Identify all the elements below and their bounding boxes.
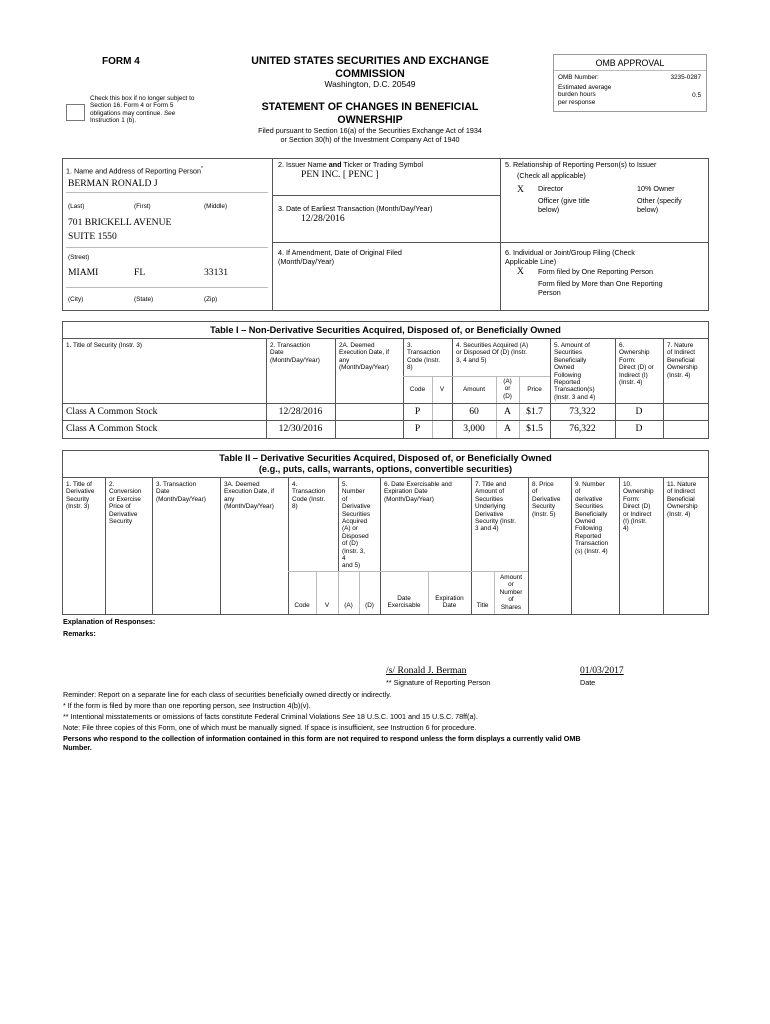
t2-sub-amount: Amount or Number of Shares bbox=[499, 574, 523, 611]
zip-value: 33131 bbox=[204, 267, 228, 278]
table1-title: Table I – Non-Derivative Securities Acquired, Disposed of, or Beneficially Owned bbox=[210, 325, 561, 335]
box2-label: 2. Issuer Name and Ticker or Trading Symbol bbox=[278, 160, 424, 169]
t1-sub-aod: (A) or (D) bbox=[503, 378, 512, 400]
t1-sub-amount: Amount bbox=[462, 386, 486, 393]
reminder-note: Reminder: Report on a separate line for each class of securities beneficially owned directly or indirectly. bbox=[63, 690, 392, 699]
director-label: Director bbox=[538, 184, 564, 193]
multiple-persons-note: * If the form is filed by more than one reporting person, see Instruction 4(b)(v). bbox=[63, 701, 311, 710]
t2-c1: 1. Title of Derivative Security (Instr. 3) bbox=[66, 481, 95, 511]
box5-label: 5. Relationship of Reporting Person(s) to Issuer (Check all applicable) bbox=[505, 160, 657, 180]
t2-sub-a: (A) bbox=[344, 602, 353, 609]
officer-label: Officer (give title below) bbox=[538, 196, 590, 214]
t1-h6: 6. Ownership Form: Direct (D) or Indirect (I) (Instr. 4) bbox=[619, 342, 654, 387]
t2-c8: 8. Price of Derivative Security (Instr. 5) bbox=[532, 481, 561, 518]
omb-number-value: 3235-0287 bbox=[670, 74, 701, 81]
t1-row2-aod: A bbox=[504, 423, 511, 434]
t2-c9: 9. Number of derivative Securities Beneficially Owned Following Reported Transaction (s) (Instr. 4) bbox=[575, 481, 609, 555]
checkbox-instructions: Check this box if no longer subject to Section 16. Form 4 or Form 5 obligations may continue. See Instruction 1 (b). bbox=[90, 95, 195, 125]
t1-h2a: 2A. Deemed Execution Date, if any (Month/Day/Year) bbox=[339, 342, 390, 372]
misstatements-note: ** Intentional misstatements or omissions of facts constitute Federal Criminal Violations See 18 U.S.C. 1001 and 15 U.S.C. 78ff(a). bbox=[63, 712, 478, 721]
t1-row1-aod: A bbox=[504, 406, 511, 417]
t2-sub-code: Code bbox=[294, 602, 310, 609]
t1-sub-v: V bbox=[439, 386, 445, 393]
statement-title: STATEMENT OF CHANGES IN BENEFICIAL OWNERSHIP bbox=[261, 101, 479, 126]
date-label: Date bbox=[580, 678, 596, 687]
t1-h2: 2. Transaction Date (Month/Day/Year) bbox=[270, 342, 320, 364]
t1-row1-title: Class A Common Stock bbox=[66, 406, 158, 417]
t1-row2-title: Class A Common Stock bbox=[66, 423, 158, 434]
t2-c4: 4. Transaction Code (Instr. 8) bbox=[292, 481, 326, 511]
box3-label: 3. Date of Earliest Transaction (Month/Day/Year) bbox=[278, 204, 433, 213]
t1-row1-date: 12/28/2016 bbox=[278, 406, 323, 417]
agency-title: UNITED STATES SECURITIES AND EXCHANGE COMMISSION bbox=[251, 55, 489, 80]
middle-label: (Middle) bbox=[204, 203, 228, 210]
t1-row1-code: P bbox=[414, 406, 421, 417]
other-label: Other (specify below) bbox=[637, 196, 682, 214]
t2-c11: 11. Nature of Indirect Beneficial Ownership (Instr. 4) bbox=[667, 481, 698, 518]
t1-row2-owned: 76,322 bbox=[569, 423, 596, 434]
no-longer-subject-checkbox[interactable] bbox=[66, 104, 85, 121]
t1-row2-amount: 3,000 bbox=[463, 423, 485, 434]
t1-row1-form: D bbox=[635, 406, 643, 417]
more-persons-label: Form filed by More than One Reporting Person bbox=[538, 279, 663, 297]
t1-sub-price: Price bbox=[527, 386, 542, 393]
box4-label: 4. If Amendment, Date of Original Filed (Month/Day/Year) bbox=[278, 248, 402, 266]
t2-c5: 5. Number of Derivative Securities Acquired (A) or Disposed of (D) (Instr. 3, 4 and 5) bbox=[342, 481, 371, 570]
last-label: (Last) bbox=[68, 203, 85, 210]
state-label: (State) bbox=[134, 296, 154, 303]
omb-number-label: OMB Number: bbox=[558, 74, 599, 81]
omb-burden-label: Estimated average burden hours per response bbox=[558, 84, 612, 106]
omb-validity-note: Persons who respond to the collection of information contained in this form are not required to respond unless the form displays a currently valid OMB Number. bbox=[63, 734, 581, 752]
omb-title: OMB APPROVAL bbox=[595, 58, 665, 68]
omb-approval-box bbox=[553, 54, 707, 112]
t2-c7: 7. Title and Amount of Securities Underlying Derivative Security (Instr. 3 and 4) bbox=[475, 481, 516, 533]
t2-c3: 3. Transaction Date (Month/Day/Year) bbox=[156, 481, 206, 503]
earliest-transaction-date: 12/28/2016 bbox=[301, 213, 345, 224]
signature-date: 01/03/2017 bbox=[580, 665, 624, 676]
t1-h5: 5. Amount of Securities Beneficially Owned Following Reported Transaction(s) (Instr. 3 and 4) bbox=[554, 342, 596, 401]
ten-pct-owner-label: 10% Owner bbox=[637, 184, 675, 193]
first-label: (First) bbox=[134, 203, 151, 210]
t1-sub-code: Code bbox=[409, 386, 426, 393]
t1-row1-amount: 60 bbox=[469, 406, 479, 417]
explanation-of-responses: Explanation of Responses: bbox=[63, 617, 156, 626]
form-number: FORM 4 bbox=[102, 56, 140, 67]
one-person-check[interactable]: X bbox=[517, 266, 524, 277]
street-address: 701 BRICKELL AVENUE SUITE 1550 bbox=[68, 217, 172, 242]
t2-c3a: 3A. Deemed Execution Date, if any (Month/Day/Year) bbox=[224, 481, 275, 511]
t1-h4: 4. Securities Acquired (A) or Disposed Of (D) (Instr. 3, 4 and 5) bbox=[456, 342, 529, 364]
signature-label: ** Signature of Reporting Person bbox=[386, 678, 491, 687]
box1-label: 1. Name and Address of Reporting Person* bbox=[66, 166, 203, 176]
t2-c10: 10. Ownership Form: Direct (D) or Indirect (I) (Instr. 4) bbox=[623, 481, 654, 533]
t1-h1: 1. Title of Security (Instr. 3) bbox=[66, 342, 143, 349]
t2-c6: 6. Date Exercisable and Expiration Date (Month/Day/Year) bbox=[384, 481, 452, 503]
street-label: (Street) bbox=[68, 254, 90, 261]
t1-h7: 7. Nature of Indirect Beneficial Ownership (Instr. 4) bbox=[667, 342, 698, 379]
t2-sub-expiration: Expiration Date bbox=[435, 595, 464, 610]
agency-location: Washington, D.C. 20549 bbox=[324, 79, 416, 89]
t2-sub-v: V bbox=[324, 602, 330, 609]
reporting-person-name: BERMAN RONALD J bbox=[68, 178, 158, 189]
remarks-label: Remarks: bbox=[63, 629, 96, 638]
table2-title: Table II – Derivative Securities Acquired, Disposed of, or Beneficially Owned (e.g., puts, calls, warrants, options, convertible securities) bbox=[219, 453, 552, 474]
director-check[interactable]: X bbox=[517, 184, 524, 195]
copies-note: Note: File three copies of this Form, one of which must be manually signed. If space is insufficient, see Instruction 6 for procedure. bbox=[63, 723, 477, 732]
t2-sub-title: Title bbox=[476, 602, 489, 609]
t2-sub-d: (D) bbox=[365, 602, 374, 609]
city-value: MIAMI bbox=[68, 267, 99, 278]
omb-burden-value: 0.5 bbox=[692, 92, 701, 99]
t2-c2: 2. Conversion or Exercise Price of Derivative Security bbox=[109, 481, 142, 526]
issuer-name-ticker: PEN INC. [ PENC ] bbox=[301, 169, 379, 180]
t1-row2-form: D bbox=[635, 423, 643, 434]
t1-row1-price: $1.7 bbox=[526, 406, 543, 417]
one-person-label: Form filed by One Reporting Person bbox=[538, 267, 654, 276]
t1-row2-price: $1.5 bbox=[526, 423, 543, 434]
zip-label: (Zip) bbox=[204, 296, 218, 303]
t1-row2-date: 12/30/2016 bbox=[278, 423, 323, 434]
state-value: FL bbox=[134, 267, 146, 278]
t1-row1-owned: 73,322 bbox=[569, 406, 596, 417]
t1-h3: 3. Transaction Code (Instr. 8) bbox=[407, 342, 441, 372]
signature: /s/ Ronald J. Berman bbox=[386, 665, 467, 676]
t2-sub-date-exercisable: Date Exercisable bbox=[387, 595, 421, 610]
filed-pursuant: Filed pursuant to Section 16(a) of the Securities Exchange Act of 1934 or Section 30(h) of the Investment Company Act of 1940 bbox=[258, 126, 482, 144]
box6-label: 6. Individual or Joint/Group Filing (Check Applicable Line) bbox=[505, 248, 635, 266]
city-label: (City) bbox=[68, 296, 84, 303]
t1-row2-code: P bbox=[414, 423, 421, 434]
